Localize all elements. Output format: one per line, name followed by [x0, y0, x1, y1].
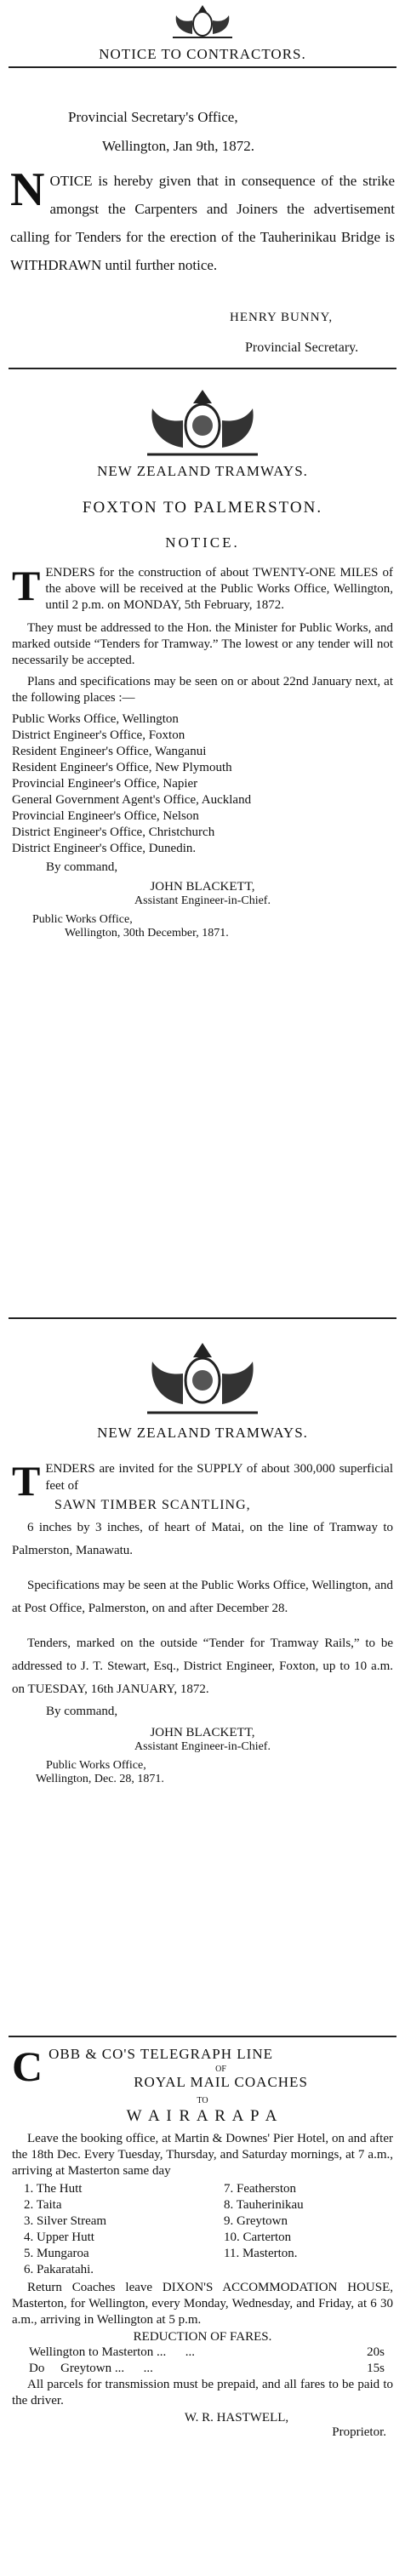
- ad2-paragraph-1-text: ENDERS for the construction of about TWENTY-ONE MILES of the above will be received at the Public Works Office, Wellington, until 2 p.m. on MONDAY, 5th February, 1872.: [45, 566, 393, 612]
- ad3-date: Wellington, Dec. 28, 1871.: [36, 1773, 164, 1785]
- list-item: District Engineer's Office, Foxton: [12, 728, 185, 742]
- ad2-signatory: JOHN BLACKETT,: [150, 880, 255, 894]
- list-item: Provincial Engineer's Office, Nelson: [12, 809, 199, 823]
- ad4-heading1: OBB & CO'S TELEGRAPH LINE: [48, 2046, 273, 2062]
- divider: [9, 66, 396, 68]
- ad2-subheading: FOXTON TO PALMERSTON.: [82, 499, 323, 517]
- ad4-stops: [12, 2181, 393, 2278]
- drop-cap: N: [10, 163, 45, 216]
- list-item: 7. Featherston: [224, 2182, 296, 2196]
- ad2-heading: NEW ZEALAND TRAMWAYS.: [97, 463, 308, 479]
- ad2-paragraph-3: Plans and specifications may be seen on or about 22nd January next, at the following places :—: [12, 675, 393, 705]
- ad2-places-list: [12, 711, 393, 857]
- ad4-paragraph-1: Leave the booking office, at Martin & Downes' Pier Hotel, on and after the 18th Dec. Every Tuesday, Thursday, and Saturday mornings, at 7 a.m., arriving at Masterton same day: [12, 2132, 393, 2178]
- ad1-signatory: HENRY BUNNY,: [230, 311, 334, 324]
- ad1-title: Provincial Secretary.: [245, 340, 359, 355]
- list-item: General Government Agent's Office, Auckland: [12, 793, 252, 807]
- ad3-paragraph-3: Tenders, marked on the outside “Tender for Tramway Rails,” to be addressed to J. T. Stewart, Esq., District Engineer, Foxton, up to 10 a.m. on TUESDAY, 16th JANUARY, 1872.: [12, 1636, 393, 1696]
- list-item: 5. Mungaroa: [24, 2247, 89, 2260]
- list-item: 2. Taita: [24, 2198, 62, 2212]
- ad4-to: TO: [197, 2096, 208, 2105]
- divider: [9, 1317, 396, 1319]
- ad1-body-text: OTICE is hereby given that in consequence of the strike amongst the Carpenters and Joiners the advertisement calling for Tenders for the erection of the Tauherinikau Bridge is WITHDRAWN until further notice.: [10, 173, 395, 273]
- list-item: 8. Tauherinikau: [224, 2198, 304, 2212]
- list-item: 10. Carterton: [224, 2230, 292, 2244]
- list-item: District Engineer's Office, Dunedin.: [12, 842, 197, 855]
- list-item: 9. Greytown: [224, 2214, 288, 2228]
- ad4-destination: W A I R A R A P A: [126, 2107, 279, 2125]
- advert-tramways-timber: [0, 1324, 405, 2039]
- list-item: Public Works Office, Wellington: [12, 712, 179, 726]
- royal-coat-of-arms-icon: [130, 383, 275, 460]
- fare-amount: 20s: [367, 2345, 385, 2359]
- fare-route: Wellington to Masterton ... ...: [29, 2345, 196, 2359]
- ad4-of: OF: [215, 2065, 226, 2074]
- list-item: 4. Upper Hutt: [24, 2230, 94, 2244]
- ad3-office: Public Works Office,: [46, 1759, 146, 1772]
- ad2-paragraph-2: They must be addressed to the Hon. the Minister for Public Works, and marked outside “Tenders for Tramway.” The lowest or any tender will not necessarily be accepted.: [12, 621, 393, 667]
- ad2-title: Assistant Engineer-in-Chief.: [134, 894, 271, 907]
- ad1-body: [10, 163, 395, 279]
- ad2-date: Wellington, 30th December, 1871.: [65, 927, 229, 940]
- ad3-title: Assistant Engineer-in-Chief.: [134, 1740, 271, 1753]
- fare-amount: 15s: [367, 2362, 385, 2375]
- divider: [9, 2036, 396, 2037]
- fare-route: Do Greytown ... ...: [29, 2362, 153, 2375]
- ad4-heading2: ROYAL MAIL COACHES: [134, 2074, 308, 2090]
- list-item: District Engineer's Office, Christchurch: [12, 825, 215, 839]
- drop-cap: T: [12, 1457, 41, 1505]
- list-item: 3. Silver Stream: [24, 2214, 107, 2228]
- ad4-stops-right: [193, 2181, 393, 2278]
- ad4-paragraph-3: All parcels for transmission must be prepaid, and all fares to be paid to the driver.: [12, 2378, 393, 2408]
- ad2-by-command: By command,: [46, 860, 118, 874]
- ad4-signatory: W. R. HASTWELL,: [184, 2411, 289, 2425]
- ad3-paragraph-2: Specifications may be seen at the Public Works Office, Wellington, and at Post Office, Palmerston, on and after December 28.: [12, 1579, 393, 1615]
- ad2-paragraph-1: [12, 562, 393, 614]
- ad3-signatory: JOHN BLACKETT,: [150, 1726, 255, 1739]
- ad2-office: Public Works Office,: [32, 913, 133, 926]
- ad4-stops-left: [12, 2181, 193, 2278]
- advert-notice-to-contractors: [0, 0, 405, 366]
- advert-tramways-foxton: [0, 374, 405, 1319]
- drop-cap: C: [12, 2042, 44, 2090]
- ad1-date: Wellington, Jan 9th, 1872.: [102, 138, 255, 154]
- ad3-paragraph-1c: 6 inches by 3 inches, of heart of Matai, on the line of Tramway to Palmerston, Manawatu.: [12, 1521, 393, 1557]
- ad1-heading: NOTICE TO CONTRACTORS.: [99, 46, 306, 62]
- ad4-fare-row-1: [12, 2345, 393, 2361]
- divider: [9, 368, 396, 369]
- ad4-title: Proprietor.: [332, 2425, 386, 2439]
- advert-cobb-coaches: [0, 2041, 405, 2573]
- royal-coat-of-arms-icon: [130, 1334, 275, 1419]
- list-item: 6. Pakaratahi.: [24, 2263, 94, 2276]
- ad3-by-command: By command,: [46, 1705, 118, 1718]
- list-item: Provincial Engineer's Office, Napier: [12, 777, 198, 791]
- ad4-paragraph-2: Return Coaches leave DIXON'S ACCOMMODATION HOUSE, Masterton, for Wellington, every Monday, Wednesday, and Friday, at 6 30 a.m., arriving in Wellington at 5 p.m.: [12, 2281, 393, 2327]
- drop-cap: T: [12, 562, 41, 609]
- list-item: Resident Engineer's Office, New Plymouth: [12, 761, 232, 774]
- list-item: Resident Engineer's Office, Wanganui: [12, 745, 207, 758]
- ad3-heading: NEW ZEALAND TRAMWAYS.: [97, 1425, 308, 1441]
- ad2-notice: NOTICE.: [165, 534, 240, 551]
- ad4-fare-row-2: [12, 2361, 393, 2377]
- list-item: 11. Masterton.: [224, 2247, 298, 2260]
- royal-coat-of-arms-icon: [164, 0, 241, 41]
- ad3-scantling: SAWN TIMBER SCANTLING,: [54, 1498, 251, 1512]
- list-item: 1. The Hutt: [24, 2182, 83, 2196]
- ad4-fares-heading: REDUCTION OF FARES.: [133, 2330, 272, 2344]
- ad3-paragraph-1-text: ENDERS are invited for the SUPPLY of about 300,000 superficial feet of: [45, 1462, 393, 1493]
- ad1-office: Provincial Secretary's Office,: [68, 109, 238, 125]
